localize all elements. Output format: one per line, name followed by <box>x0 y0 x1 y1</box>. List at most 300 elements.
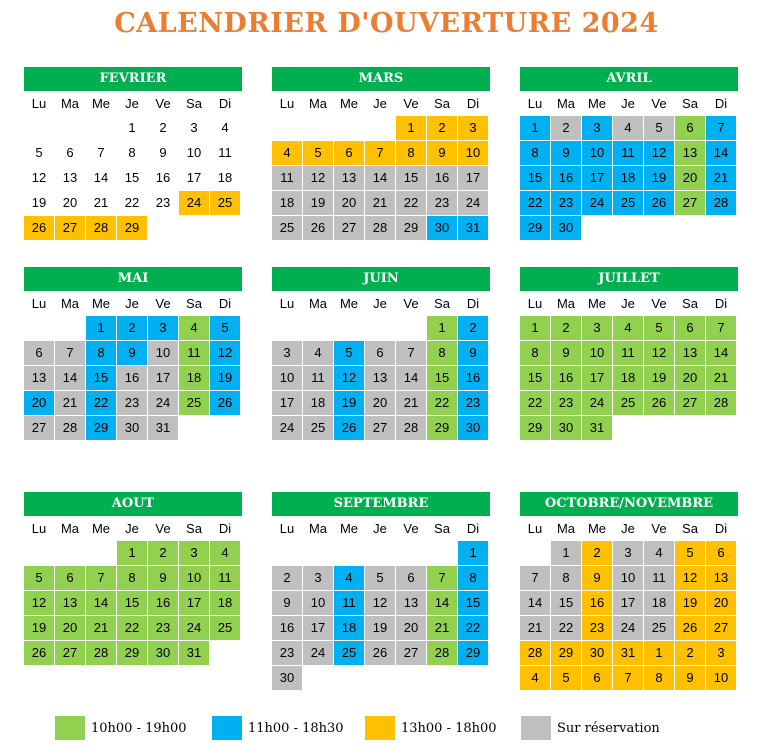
day-cell: 14 <box>365 166 395 190</box>
day-cell: 21 <box>86 616 116 640</box>
day-cell: 14 <box>520 591 550 615</box>
day-cell: 7 <box>55 341 85 365</box>
day-cell: 18 <box>334 616 364 640</box>
day-cell: 24 <box>582 191 612 215</box>
day-cell: 26 <box>365 641 395 665</box>
empty-cell <box>24 316 54 340</box>
day-cell: 21 <box>427 616 457 640</box>
weekday-label: Me <box>587 521 607 536</box>
month-fevrier <box>24 67 242 240</box>
day-cell: 10 <box>613 566 643 590</box>
day-cell: 19 <box>210 366 240 390</box>
day-cell: 20 <box>55 616 85 640</box>
day-cell: 17 <box>272 391 302 415</box>
day-cell: 19 <box>365 616 395 640</box>
weekday-label: Ve <box>651 296 667 311</box>
empty-cell <box>427 541 457 565</box>
weekday-label: Ve <box>651 521 667 536</box>
day-cell: 6 <box>55 566 85 590</box>
day-cell: 25 <box>613 191 643 215</box>
day-cell: 12 <box>334 366 364 390</box>
weekday-label: Lu <box>31 96 47 111</box>
day-cell: 3 <box>706 641 736 665</box>
day-cell: 12 <box>644 341 674 365</box>
day-cell: 17 <box>613 591 643 615</box>
day-cell: 7 <box>520 566 550 590</box>
day-cell: 7 <box>427 566 457 590</box>
legend-item-3 <box>365 716 497 740</box>
day-cell: 27 <box>396 641 426 665</box>
day-cell: 21 <box>93 195 109 210</box>
day-cell: 19 <box>644 166 674 190</box>
day-cell: 1 <box>458 541 488 565</box>
day-cell: 7 <box>365 141 395 165</box>
day-cell: 25 <box>272 216 302 240</box>
legend-item-2 <box>212 716 344 740</box>
legend-item-1 <box>55 716 187 740</box>
day-cell: 15 <box>396 166 426 190</box>
weekday-label: Ma <box>308 96 328 111</box>
month-juin <box>272 267 490 440</box>
day-cell: 22 <box>124 195 140 210</box>
day-cell: 23 <box>551 391 581 415</box>
weekday-label: Ve <box>403 296 419 311</box>
weekday-label: Lu <box>527 521 543 536</box>
day-cell: 29 <box>458 641 488 665</box>
day-grid <box>24 518 242 665</box>
day-cell: 12 <box>303 166 333 190</box>
month-avril <box>520 67 738 240</box>
day-cell: 31 <box>613 641 643 665</box>
day-cell: 11 <box>303 366 333 390</box>
day-cell: 20 <box>675 166 705 190</box>
day-cell: 23 <box>458 391 488 415</box>
day-cell: 29 <box>520 416 550 440</box>
day-cell: 20 <box>62 195 78 210</box>
empty-cell <box>55 541 85 565</box>
weekday-label: Ve <box>155 521 171 536</box>
day-cell: 27 <box>24 416 54 440</box>
day-cell: 4 <box>303 341 333 365</box>
day-cell: 27 <box>706 616 736 640</box>
day-cell: 14 <box>93 170 109 185</box>
day-cell: 13 <box>396 591 426 615</box>
day-cell: 16 <box>551 166 581 190</box>
empty-cell <box>365 541 395 565</box>
day-cell: 29 <box>86 416 116 440</box>
day-cell: 6 <box>365 341 395 365</box>
day-cell: 16 <box>458 366 488 390</box>
day-cell: 13 <box>675 341 705 365</box>
empty-cell <box>303 116 333 140</box>
day-cell: 22 <box>520 191 550 215</box>
day-cell: 12 <box>31 170 47 185</box>
month-aout <box>24 492 242 665</box>
day-cell: 26 <box>675 616 705 640</box>
empty-cell <box>520 541 550 565</box>
day-cell: 11 <box>272 166 302 190</box>
day-cell: 3 <box>303 566 333 590</box>
day-cell: 25 <box>179 391 209 415</box>
day-cell: 11 <box>179 341 209 365</box>
month-juillet <box>520 267 738 440</box>
day-cell: 31 <box>179 641 209 665</box>
day-cell: 31 <box>148 416 178 440</box>
empty-cell <box>396 541 426 565</box>
day-cell: 29 <box>117 641 147 665</box>
day-cell: 22 <box>86 391 116 415</box>
day-cell: 5 <box>644 316 674 340</box>
day-cell: 16 <box>427 166 457 190</box>
day-cell: 8 <box>86 341 116 365</box>
weekday-label: Ma <box>308 296 328 311</box>
day-cell: 22 <box>427 391 457 415</box>
day-cell: 30 <box>427 216 457 240</box>
day-cell: 5 <box>303 141 333 165</box>
month-mars <box>272 67 490 240</box>
day-cell: 17 <box>458 166 488 190</box>
day-grid <box>24 93 242 240</box>
day-cell: 14 <box>55 366 85 390</box>
day-cell: 24 <box>613 616 643 640</box>
day-cell: 9 <box>551 341 581 365</box>
day-cell: 16 <box>551 366 581 390</box>
day-cell: 13 <box>334 166 364 190</box>
day-cell: 5 <box>334 341 364 365</box>
weekday-label: Di <box>218 521 232 536</box>
day-cell: 1 <box>551 541 581 565</box>
day-cell: 21 <box>365 191 395 215</box>
day-cell: 29 <box>117 216 147 240</box>
day-cell: 2 <box>551 316 581 340</box>
day-cell: 15 <box>117 591 147 615</box>
day-cell: 28 <box>86 641 116 665</box>
day-cell: 1 <box>520 316 550 340</box>
day-cell: 18 <box>613 366 643 390</box>
empty-cell <box>272 316 302 340</box>
legend-label: Sur réservation <box>557 720 660 736</box>
day-cell: 26 <box>644 191 674 215</box>
day-grid <box>520 293 738 440</box>
weekday-label: Lu <box>527 296 543 311</box>
day-cell: 21 <box>706 366 736 390</box>
legend-swatch-green <box>55 716 85 740</box>
weekday-label: Ma <box>556 296 576 311</box>
day-cell: 1 <box>520 116 550 140</box>
empty-cell <box>303 316 333 340</box>
day-cell: 2 <box>458 316 488 340</box>
legend-label: 10h00 - 19h00 <box>91 720 187 736</box>
day-cell: 28 <box>427 641 457 665</box>
month-header: FEVRIER <box>24 67 242 91</box>
day-cell: 24 <box>179 191 209 215</box>
legend-label: 11h00 - 18h30 <box>248 720 344 736</box>
day-cell: 19 <box>644 366 674 390</box>
day-cell: 6 <box>396 566 426 590</box>
day-cell: 17 <box>179 591 209 615</box>
day-cell: 8 <box>551 566 581 590</box>
day-cell: 5 <box>35 145 43 160</box>
day-cell: 25 <box>210 191 240 215</box>
day-cell: 8 <box>117 566 147 590</box>
day-cell: 28 <box>706 391 736 415</box>
day-cell: 2 <box>272 566 302 590</box>
month-header: JUILLET <box>520 267 738 291</box>
day-cell: 19 <box>334 391 364 415</box>
day-cell: 21 <box>55 391 85 415</box>
day-cell: 3 <box>582 316 612 340</box>
legend-label: 13h00 - 18h00 <box>401 720 497 736</box>
day-cell: 9 <box>675 666 705 690</box>
month-septembre <box>272 492 490 690</box>
day-cell: 7 <box>97 145 105 160</box>
day-cell: 18 <box>272 191 302 215</box>
weekday-label: Sa <box>186 521 202 536</box>
empty-cell <box>303 541 333 565</box>
day-cell: 4 <box>613 116 643 140</box>
day-cell: 7 <box>86 566 116 590</box>
day-cell: 25 <box>210 616 240 640</box>
empty-cell <box>334 116 364 140</box>
day-cell: 23 <box>551 191 581 215</box>
day-cell: 24 <box>303 641 333 665</box>
weekday-label: Di <box>714 296 728 311</box>
day-cell: 24 <box>272 416 302 440</box>
day-cell: 28 <box>55 416 85 440</box>
day-cell: 7 <box>706 316 736 340</box>
day-cell: 2 <box>551 116 581 140</box>
day-cell: 30 <box>551 216 581 240</box>
empty-cell <box>86 116 116 140</box>
day-cell: 29 <box>396 216 426 240</box>
day-cell: 15 <box>520 166 550 190</box>
day-cell: 12 <box>210 341 240 365</box>
day-cell: 10 <box>582 341 612 365</box>
weekday-label: Di <box>466 96 480 111</box>
weekday-label: Je <box>621 296 635 311</box>
day-cell: 28 <box>396 416 426 440</box>
day-cell: 25 <box>303 416 333 440</box>
month-header: JUIN <box>272 267 490 291</box>
weekday-label: Me <box>91 296 111 311</box>
weekday-label: Je <box>621 521 635 536</box>
day-cell: 4 <box>221 120 229 135</box>
day-cell: 10 <box>706 666 736 690</box>
day-cell: 8 <box>520 341 550 365</box>
day-cell: 12 <box>24 591 54 615</box>
day-cell: 29 <box>551 641 581 665</box>
empty-cell <box>272 116 302 140</box>
day-cell: 26 <box>644 391 674 415</box>
empty-cell <box>55 116 85 140</box>
day-cell: 13 <box>365 366 395 390</box>
day-cell: 30 <box>582 641 612 665</box>
weekday-label: Di <box>218 96 232 111</box>
weekday-label: Ma <box>308 521 328 536</box>
month-header: AOUT <box>24 492 242 516</box>
day-cell: 24 <box>179 616 209 640</box>
day-cell: 4 <box>272 141 302 165</box>
weekday-label: Di <box>714 96 728 111</box>
day-cell: 16 <box>148 591 178 615</box>
day-cell: 3 <box>148 316 178 340</box>
day-cell: 15 <box>86 366 116 390</box>
day-cell: 5 <box>365 566 395 590</box>
day-cell: 26 <box>24 641 54 665</box>
day-cell: 28 <box>706 191 736 215</box>
empty-cell <box>55 316 85 340</box>
day-cell: 21 <box>396 391 426 415</box>
day-cell: 16 <box>155 170 171 185</box>
day-cell: 18 <box>210 591 240 615</box>
day-cell: 13 <box>55 591 85 615</box>
weekday-label: Lu <box>279 96 295 111</box>
day-cell: 13 <box>675 141 705 165</box>
day-cell: 27 <box>55 216 85 240</box>
day-cell: 3 <box>582 116 612 140</box>
empty-cell <box>334 541 364 565</box>
day-cell: 11 <box>218 145 232 160</box>
weekday-label: Je <box>373 296 387 311</box>
day-cell: 1 <box>644 641 674 665</box>
day-cell: 22 <box>520 391 550 415</box>
day-cell: 9 <box>148 566 178 590</box>
weekday-label: Ve <box>155 296 171 311</box>
day-cell: 9 <box>272 591 302 615</box>
day-cell: 13 <box>24 366 54 390</box>
day-cell: 11 <box>210 566 240 590</box>
day-cell: 8 <box>128 145 136 160</box>
day-cell: 10 <box>458 141 488 165</box>
day-cell: 20 <box>396 616 426 640</box>
weekday-label: Lu <box>31 521 47 536</box>
weekday-label: Je <box>373 521 387 536</box>
legend-item-4 <box>521 716 660 740</box>
day-cell: 15 <box>458 591 488 615</box>
day-cell: 30 <box>148 641 178 665</box>
weekday-label: Je <box>125 296 139 311</box>
weekday-label: Sa <box>186 296 202 311</box>
legend-swatch-grey <box>521 716 551 740</box>
weekday-label: Ve <box>651 96 667 111</box>
month-header: MARS <box>272 67 490 91</box>
day-cell: 27 <box>365 416 395 440</box>
day-cell: 19 <box>24 616 54 640</box>
day-cell: 13 <box>62 170 78 185</box>
day-cell: 17 <box>582 366 612 390</box>
weekday-label: Ma <box>556 521 576 536</box>
day-cell: 6 <box>66 145 74 160</box>
month-octobre-novembre <box>520 492 738 690</box>
weekday-label: Me <box>339 296 359 311</box>
weekday-label: Me <box>587 96 607 111</box>
day-grid <box>272 93 490 240</box>
day-cell: 26 <box>303 216 333 240</box>
day-cell: 15 <box>427 366 457 390</box>
weekday-label: Sa <box>682 96 698 111</box>
weekday-label: Sa <box>434 521 450 536</box>
weekday-label: Ma <box>60 96 80 111</box>
day-cell: 21 <box>520 616 550 640</box>
legend-swatch-orange <box>365 716 395 740</box>
day-cell: 27 <box>675 191 705 215</box>
day-cell: 15 <box>124 170 140 185</box>
day-cell: 30 <box>272 666 302 690</box>
day-cell: 23 <box>582 616 612 640</box>
day-cell: 14 <box>706 341 736 365</box>
day-cell: 10 <box>303 591 333 615</box>
day-cell: 3 <box>190 120 198 135</box>
day-cell: 12 <box>675 566 705 590</box>
day-cell: 10 <box>272 366 302 390</box>
day-cell: 22 <box>117 616 147 640</box>
day-cell: 2 <box>582 541 612 565</box>
day-cell: 4 <box>644 541 674 565</box>
day-cell: 9 <box>427 141 457 165</box>
day-cell: 22 <box>551 616 581 640</box>
day-cell: 30 <box>117 416 147 440</box>
day-cell: 25 <box>334 641 364 665</box>
day-cell: 14 <box>706 141 736 165</box>
weekday-label: Ve <box>403 521 419 536</box>
day-cell: 30 <box>458 416 488 440</box>
day-cell: 2 <box>675 641 705 665</box>
day-cell: 4 <box>179 316 209 340</box>
day-cell: 9 <box>458 341 488 365</box>
day-cell: 13 <box>706 566 736 590</box>
day-cell: 27 <box>675 391 705 415</box>
day-cell: 11 <box>613 141 643 165</box>
day-cell: 5 <box>644 116 674 140</box>
day-cell: 1 <box>117 541 147 565</box>
day-cell: 6 <box>582 666 612 690</box>
day-cell: 23 <box>148 616 178 640</box>
empty-cell <box>272 541 302 565</box>
day-cell: 11 <box>644 566 674 590</box>
day-cell: 5 <box>675 541 705 565</box>
day-cell: 8 <box>520 141 550 165</box>
day-cell: 7 <box>706 116 736 140</box>
weekday-label: Je <box>125 521 139 536</box>
day-cell: 8 <box>427 341 457 365</box>
weekday-label: Di <box>466 521 480 536</box>
day-cell: 26 <box>210 391 240 415</box>
day-grid <box>272 293 490 440</box>
day-cell: 26 <box>334 416 364 440</box>
day-cell: 31 <box>582 416 612 440</box>
day-cell: 31 <box>458 216 488 240</box>
weekday-label: Lu <box>279 521 295 536</box>
day-cell: 17 <box>303 616 333 640</box>
day-cell: 1 <box>128 120 136 135</box>
day-cell: 28 <box>520 641 550 665</box>
day-cell: 1 <box>396 116 426 140</box>
day-cell: 7 <box>396 341 426 365</box>
day-cell: 6 <box>675 316 705 340</box>
day-cell: 9 <box>551 141 581 165</box>
empty-cell <box>396 316 426 340</box>
month-header: SEPTEMBRE <box>272 492 490 516</box>
day-cell: 9 <box>159 145 167 160</box>
day-cell: 6 <box>24 341 54 365</box>
day-cell: 4 <box>210 541 240 565</box>
weekday-label: Ma <box>60 296 80 311</box>
day-cell: 2 <box>117 316 147 340</box>
day-cell: 10 <box>179 566 209 590</box>
weekday-label: Lu <box>31 296 47 311</box>
day-cell: 19 <box>675 591 705 615</box>
day-cell: 25 <box>644 616 674 640</box>
